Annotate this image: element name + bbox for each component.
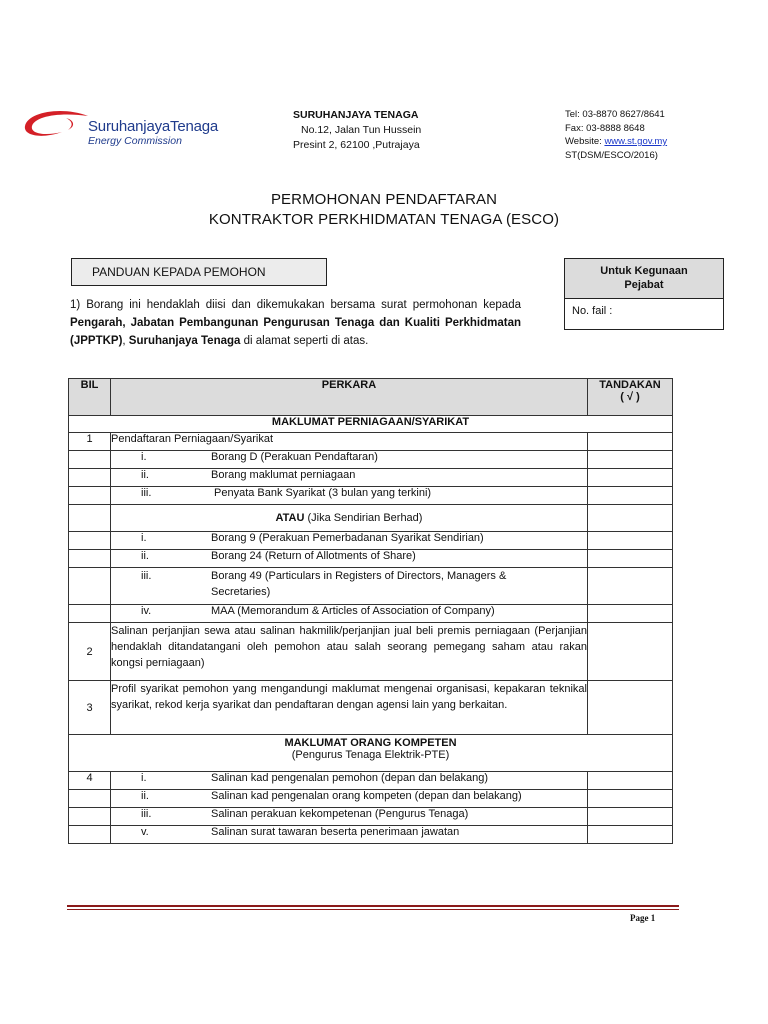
section-heading-row: [69, 735, 673, 772]
section-competent-person: MAKLUMAT ORANG KOMPETEN (Pengurus Tenaga Elektrik-PTE): [69, 735, 673, 772]
sub-item: iii. Salinan perakuan kekompetenan (Pengurus Tenaga): [141, 808, 469, 820]
tick-cell[interactable]: [588, 433, 673, 451]
sub-item: i. Borang 9 (Perakuan Pemerbadanan Syarikat Sendirian): [141, 532, 484, 544]
website-link[interactable]: www.st.gov.my: [604, 136, 668, 147]
row-number: 2: [69, 623, 111, 681]
footer-divider-thin: [67, 909, 679, 910]
table-row: [69, 469, 673, 487]
row-number: 1: [69, 433, 111, 451]
row-text: Profil syarikat pemohon yang mengandungi maklumat mengenai organisasi, kepakaran teknikal syarikat, rekod kerja syarikat dan pendaftaran dengan agensi lain yang berkaitan.: [111, 681, 588, 735]
header-bil: BIL: [69, 379, 111, 416]
atau-label: ATAU (Jika Sendirian Berhad): [111, 505, 588, 532]
org-address-line2: Presint 2, 62100 ,Putrajaya: [293, 139, 420, 151]
page-number: Page 1: [630, 913, 656, 923]
table-row: [69, 826, 673, 844]
table-row: [69, 568, 673, 605]
contact-info: [565, 108, 667, 162]
org-name: SURUHANJAYA TENAGA: [293, 109, 419, 121]
fax: Fax: 03-8888 8648: [565, 122, 645, 134]
table-row: [69, 772, 673, 790]
table-row: [69, 505, 673, 532]
sub-item: i. Salinan kad pengenalan pemohon (depan dan belakang): [141, 772, 489, 784]
section-heading-row: [69, 416, 673, 433]
tick-cell[interactable]: [588, 451, 673, 469]
table-row: [69, 487, 673, 505]
instruction-paragraph: 1) Borang ini hendaklah diisi dan dikemukakan bersama surat permohonan kepada Pengarah, Jabatan Pembangunan Pengurusan Tenaga dan Kualiti Perkhidmatan (JPPTKP), Suruhanjaya Tenaga di alamat seperti di atas.: [70, 299, 521, 347]
logo: [22, 108, 252, 156]
footer-divider: [67, 905, 679, 907]
tick-cell[interactable]: [588, 487, 673, 505]
reference-code: ST(DSM/ESCO/2016): [565, 149, 658, 161]
table-row: [69, 681, 673, 735]
guide-heading: PANDUAN KEPADA PEMOHON: [92, 265, 266, 279]
org-address-line1: No.12, Jalan Tun Hussein: [301, 124, 422, 136]
table-row: [69, 433, 673, 451]
tick-cell[interactable]: [588, 772, 673, 790]
table-header-row: [69, 379, 673, 416]
header-perkara: PERKARA: [111, 379, 588, 416]
tick-cell[interactable]: [588, 469, 673, 487]
form-title-line1: PERMOHONAN PENDAFTARAN: [270, 191, 498, 208]
tick-cell[interactable]: [588, 568, 673, 605]
form-title: [0, 190, 768, 230]
row-number: 4: [69, 772, 111, 790]
tel: Tel: 03-8870 8627/8641: [565, 109, 665, 120]
website: [565, 135, 667, 149]
sub-item: iii. Penyata Bank Syarikat (3 bulan yang terkini): [141, 487, 432, 499]
guide-heading-box: [71, 258, 327, 286]
sub-item: i. Borang D (Perakuan Pendaftaran): [141, 451, 378, 463]
tick-cell[interactable]: [588, 681, 673, 735]
table-row: [69, 808, 673, 826]
logo-name: SuruhanjayaTenaga: [88, 118, 219, 135]
sub-item: v. Salinan surat tawaran beserta penerimaan jawatan: [141, 826, 460, 838]
tick-cell[interactable]: [588, 808, 673, 826]
header-tandakan: TANDAKAN ( √ ): [588, 379, 673, 416]
table-row: [69, 605, 673, 623]
energy-commission-logo-icon: [22, 108, 92, 148]
table-row: [69, 550, 673, 568]
section-business-info: MAKLUMAT PERNIAGAAN/SYARIKAT: [69, 416, 673, 433]
tick-cell[interactable]: [588, 505, 673, 532]
sub-item: ii. Borang 24 (Return of Allotments of Share): [141, 550, 416, 562]
tick-cell[interactable]: [588, 623, 673, 681]
table-row: [69, 623, 673, 681]
checklist-table: [68, 378, 673, 844]
office-use-box: [564, 258, 724, 330]
logo-subtitle: Energy Commission: [88, 135, 182, 147]
table-row: [69, 451, 673, 469]
tick-cell[interactable]: [588, 532, 673, 550]
sub-item: ii. Salinan kad pengenalan orang kompeten (depan dan belakang): [141, 790, 522, 802]
tick-cell[interactable]: [588, 550, 673, 568]
row-text: Salinan perjanjian sewa atau salinan hakmilik/perjanjian jual beli premis perniagaan (Perjanjian hendaklah ditandatangani oleh pemohon atau salah seorang pemegang saham atau rakan kongsi perniagaan): [111, 623, 588, 681]
office-use-title: Untuk Kegunaan Pejabat: [565, 259, 723, 299]
tick-cell[interactable]: [588, 826, 673, 844]
website-label: Website:: [565, 136, 605, 147]
tick-cell[interactable]: [588, 790, 673, 808]
sub-item: iii. Borang 49 (Particulars in Registers of Directors, Managers & Secretaries): [141, 570, 507, 598]
sub-item: iv. MAA (Memorandum & Articles of Association of Company): [141, 605, 495, 617]
row-number: 3: [69, 681, 111, 735]
sub-item: ii. Borang maklumat perniagaan: [141, 469, 356, 481]
form-title-line2: KONTRAKTOR PERKHIDMATAN TENAGA (ESCO): [208, 211, 560, 228]
tick-cell[interactable]: [588, 605, 673, 623]
row-text: Pendaftaran Perniagaan/Syarikat: [111, 433, 588, 451]
file-number-field[interactable]: No. fail :: [572, 305, 613, 317]
table-row: [69, 790, 673, 808]
table-row: [69, 532, 673, 550]
